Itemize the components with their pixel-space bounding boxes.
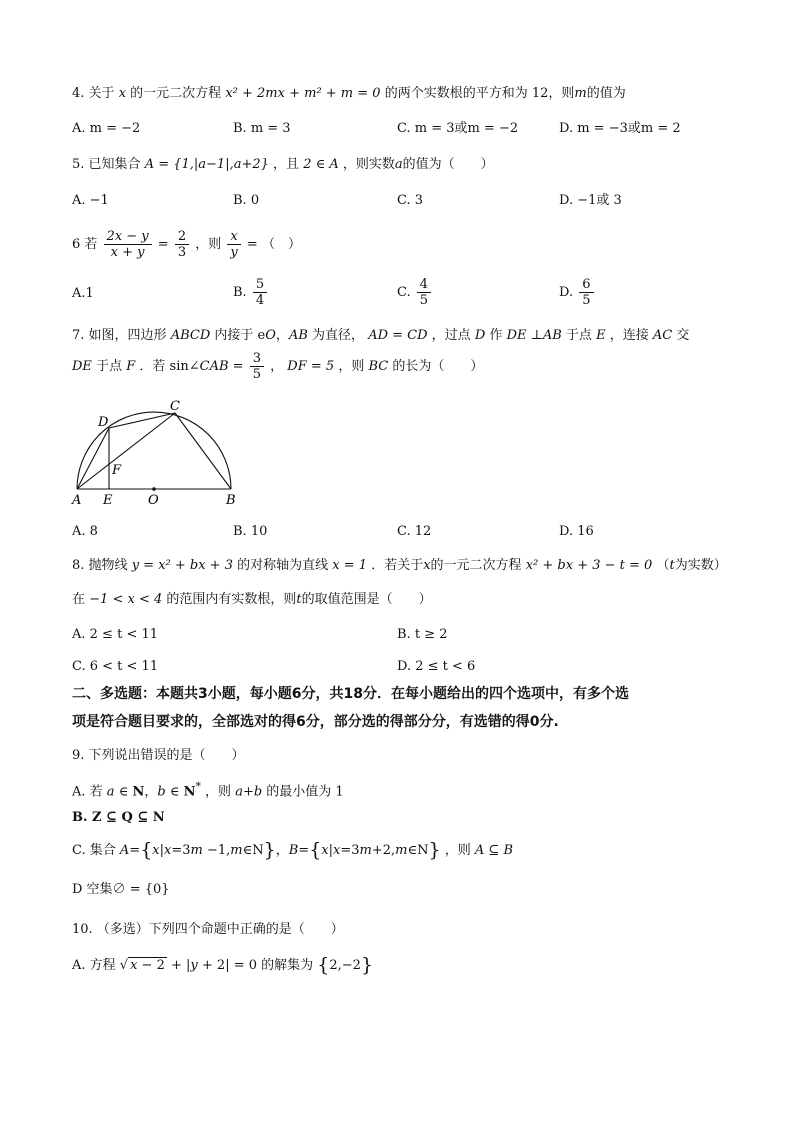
label-f: F (112, 463, 122, 478)
q6-fraction-left: $\frac{2x - y}{x + y}$ (104, 229, 152, 260)
q5-set: A = {1,|a−1|,a+2} (144, 157, 269, 172)
q7-option-c: C. 12 (397, 524, 432, 539)
q5-option-a: A. −1 (72, 193, 109, 208)
q4-option-c: C. m = 3或m = −2 (397, 121, 519, 136)
q5-condition: 2 ∈ A (303, 157, 339, 172)
q9-option-c: C. 集合 A={x|x=3m −1,m∈N}，B={x|x=3m+2,m∈N} ，则 A ⊆ B (72, 839, 514, 861)
var-x: x (118, 86, 127, 101)
q5-option-d: D. −1或 3 (559, 193, 622, 208)
label-e: E (103, 493, 113, 508)
section-2-heading: 二、多选题：本题共3小题，每小题6分，共18分．在每小题给出的四个选项中，有多个选 项是符合题目要求的，全部选对的得6分，部分选的得部分分，有选错的得0分. (72, 686, 629, 730)
q7-stem-line1: 7. 如图，四边形 ABCD 内接于 eO，AB 为直径， AD = CD ，过点 D 作 DE ⊥AB 于点 E ，连接 AC 交 (72, 328, 690, 343)
chord-cb (175, 413, 231, 489)
q6-fraction-xy: $\frac{x}{y}$ (227, 229, 240, 260)
q8-option-a: A. 2 ≤ t < 11 (72, 627, 159, 642)
chord-ad (77, 428, 109, 489)
q8-stem-line2: 在 −1 < x < 4 的范围内有实数根，则t的取值范围是（ ） (72, 592, 432, 607)
q4-option-d: D. m = −3或m = 2 (559, 121, 681, 136)
q7-geometry-figure (70, 398, 240, 508)
q8-stem-line1: 8. 抛物线 y = x² + bx + 3 的对称轴为直线 x = 1 ．若关于x的一元二次方程 x² + bx + 3 − t = 0 （t为实数） (72, 558, 727, 573)
q7-stem-line2: DE 于点 F ．若 sin∠CAB = $\frac{3}{5}$ ， DF = 5 ，则 BC 的长为（ ） (72, 351, 484, 382)
q8-option-b: B. t ≥ 2 (397, 627, 448, 642)
q4-option-b: B. m = 3 (233, 121, 291, 136)
label-a: A (72, 493, 82, 508)
q7-option-b: B. 10 (233, 524, 268, 539)
q6-option-b: B. $\frac{5}{4}$ (233, 276, 269, 310)
q9-option-b: B. Z ⊆ Q ⊆ N (72, 810, 165, 825)
q4-stem: 4. 关于 x 的一元二次方程 x² + 2mx + m² + m = 0 的两个实数根的平方和为 12，则m的值为 (72, 86, 626, 101)
q4-option-a: A. m = −2 (72, 121, 141, 136)
q6-fraction-right: $\frac{2}{3}$ (175, 229, 189, 260)
label-d: D (98, 415, 109, 430)
center-o-point (152, 487, 156, 491)
q7-option-a: A. 8 (72, 524, 98, 539)
q10-option-a: A. 方程 √ x − 2 + |y + 2| = 0 的解集为 {2,−2} (72, 954, 374, 976)
q6-option-d: D. $\frac{6}{5}$ (559, 276, 596, 310)
q7-option-d: D. 16 (559, 524, 594, 539)
q10-stem: 10. （多选）下列四个命题中正确的是（ ） (72, 922, 344, 937)
q9-option-d: D 空集∅ = {0} (72, 882, 170, 897)
q6-option-a: A.1 (72, 286, 94, 301)
q4-equation: x² + 2mx + m² + m = 0 (225, 86, 381, 101)
q5-option-c: C. 3 (397, 193, 424, 208)
label-b: B (226, 493, 236, 508)
label-o: O (148, 493, 159, 508)
q6-option-c: C. $\frac{4}{5}$ (397, 276, 433, 310)
q5-stem: 5. 已知集合 A = {1,|a−1|,a+2} ，且 2 ∈ A ，则实数a的值为（ ） (72, 157, 494, 172)
q6-stem: 6 若 $\frac{2x - y}{x + y}$ = $\frac{2}{3}$ ，则 $\frac{x}{y}$ = （ ） (72, 229, 301, 260)
q5-option-b: B. 0 (233, 193, 260, 208)
q8-option-d: D. 2 ≤ t < 6 (397, 659, 476, 674)
label-c: C (170, 399, 180, 414)
q8-option-c: C. 6 < t < 11 (72, 659, 159, 674)
q9-stem: 9. 下列说出错误的是（ ） (72, 748, 245, 763)
q9-option-a: A. 若 a ∈ N，b ∈ N* ，则 a+b 的最小值为 1 (72, 780, 344, 800)
